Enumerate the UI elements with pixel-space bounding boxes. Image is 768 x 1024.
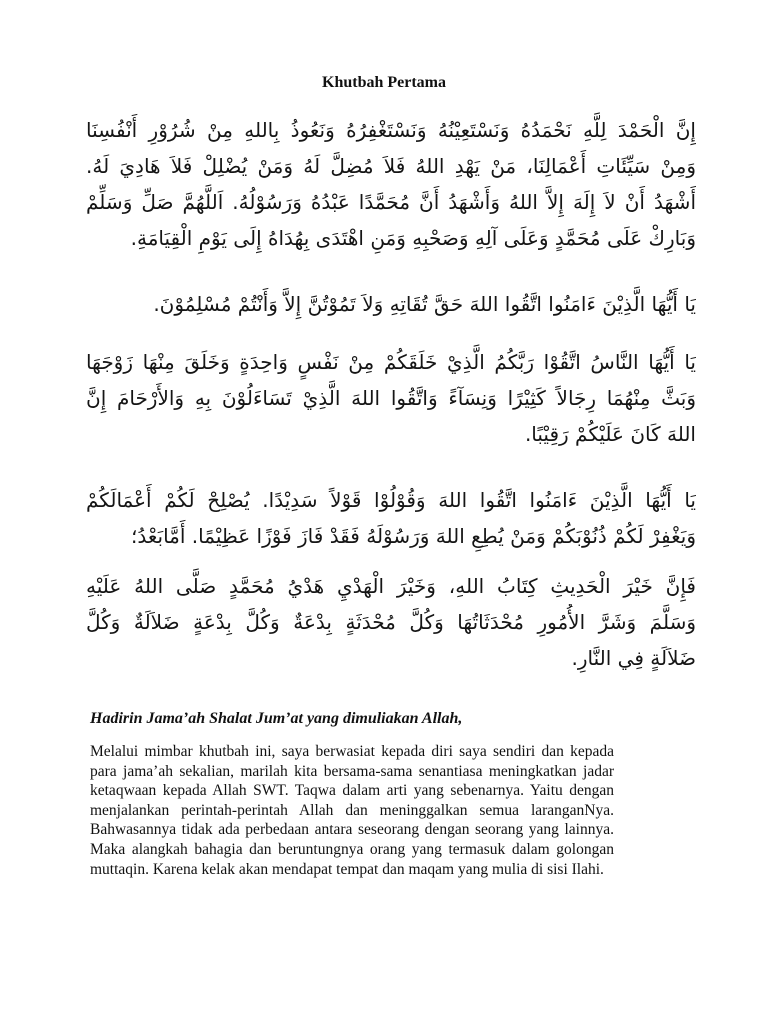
arabic-line: اللهَ كَانَ عَلَيْكُمْ رَقِيْبًا. bbox=[524, 422, 696, 446]
body-paragraph: Melalui mimbar khutbah ini, saya berwasiat kepada diri saya sendiri dan kepada para jama’ah sekalian, marilah kita bersama-sama senantiasa meningkatkan jadar ketaqwaan kepada Allah SWT. Taqwa dalam arti yang sebenarnya. Yaitu dengan menjalankan perintah-perintah Allah dan meninggalkan semua laranganNya. Bahwasannya tidak ada perbedaan antara seseorang dengan seorang yang lainnya. Maka alangkah bahagia dan beruntungnya orang yang termasuk dalam golongan muttaqin. Karena kelak akan mendapat tempat dan maqam yang mulia di sisi Ilahi. bbox=[90, 743, 614, 878]
arabic-paragraph-al-ahzab bbox=[86, 482, 696, 554]
arabic-line: وَسَلَّمَ وَشَرَّ الأُمُورِ مُحْدَثَاتُهَا وَكُلَّ مُحْدَثَةٍ بِدْعَةٌ وَكُلَّ بِدْعَةٍ ضَلاَلَةٌ وَكُلَّ bbox=[86, 610, 696, 634]
arabic-line: فَإِنَّ خَيْرَ الْحَدِيثِ كِتَابُ اللهِ، وَخَيْرَ الْهَدْيِ هَدْيُ مُحَمَّدٍ صَلَّى اللهُ عَلَيْهِ bbox=[86, 574, 696, 598]
arabic-line: يَا أَيُّهَا الَّذِيْنَ ءَامَنُوا اتَّقُوا اللهَ حَقَّ تُقَاتِهِ وَلاَ تَمُوْتُنَّ إِلاَّ وَأَنْتُمْ مُسْلِمُوْنَ. bbox=[153, 292, 696, 316]
arabic-line: وَمِنْ سَيِّئَاتِ أَعْمَالِنَا، مَنْ يَهْدِ اللهُ فَلاَ مُضِلَّ لَهُ وَمَنْ يُضْلِلْ فَلاَ هَادِيَ لَهُ. bbox=[86, 154, 696, 178]
arabic-paragraph-an-nisa bbox=[86, 344, 696, 452]
page-title: Khutbah Pertama bbox=[322, 74, 446, 91]
arabic-paragraph-opening bbox=[86, 112, 696, 256]
arabic-line: وَبَارِكْ عَلَى مُحَمَّدٍ وَعَلَى آلِهِ وَصَحْبِهِ وَمَنِ اهْتَدَى بِهُدَاهُ إِلَى يَوْمِ الْقِيَامَةِ. bbox=[130, 226, 696, 250]
arabic-line: وَبَثَّ مِنْهُمَا رِجَالاً كَثِيْرًا وَنِسَآءً وَاتَّقُوا اللهَ الَّذِيْ تَسَاءَلُوْنَ بِهِ وَالأَرْحَامَ إِنَّ bbox=[86, 386, 696, 410]
arabic-line: أَشْهَدُ أَنْ لاَ إِلَهَ إِلاَّ اللهُ وَأَشْهَدُ أَنَّ مُحَمَّدًا عَبْدُهُ وَرَسُوْلُهُ. اَللَّهُمَّ صَلِّ وَسَلِّمْ bbox=[86, 190, 696, 214]
salutation-heading: Hadirin Jama’ah Shalat Jum’at yang dimuliakan Allah, bbox=[90, 710, 463, 727]
arabic-line: يَا أَيُّهَا النَّاسُ اتَّقُوْا رَبَّكُمُ الَّذِيْ خَلَقَكُمْ مِنْ نَفْسٍ وَاحِدَةٍ وَخَلَقَ مِنْهَا زَوْجَهَا bbox=[86, 350, 696, 374]
arabic-paragraph-hadith bbox=[86, 568, 696, 676]
arabic-line: ضَلاَلَةٍ فِي النَّارِ. bbox=[571, 646, 696, 670]
arabic-paragraph-ali-imran bbox=[86, 286, 696, 322]
arabic-line: يَا أَيُّهَا الَّذِيْنَ ءَامَنُوا اتَّقُوا اللهَ وَقُوْلُوْا قَوْلاً سَدِيْدًا. يُصْلِحْ لَكُمْ أَعْمَالَكُمْ bbox=[86, 488, 696, 512]
arabic-line: وَيَغْفِرْ لَكُمْ ذُنُوْبَكُمْ وَمَنْ يُطِعِ اللهَ وَرَسُوْلَهُ فَقَدْ فَازَ فَوْزًا عَظِيْمًا. أَمَّابَعْدُ؛ bbox=[131, 524, 696, 548]
arabic-line: إِنَّ الْحَمْدَ لِلَّهِ نَحْمَدُهُ وَنَسْتَعِيْنُهُ وَنَسْتَغْفِرُهُ وَنَعُوذُ بِاللهِ مِنْ شُرُوْرِ أَنْفُسِنَا bbox=[86, 118, 696, 142]
